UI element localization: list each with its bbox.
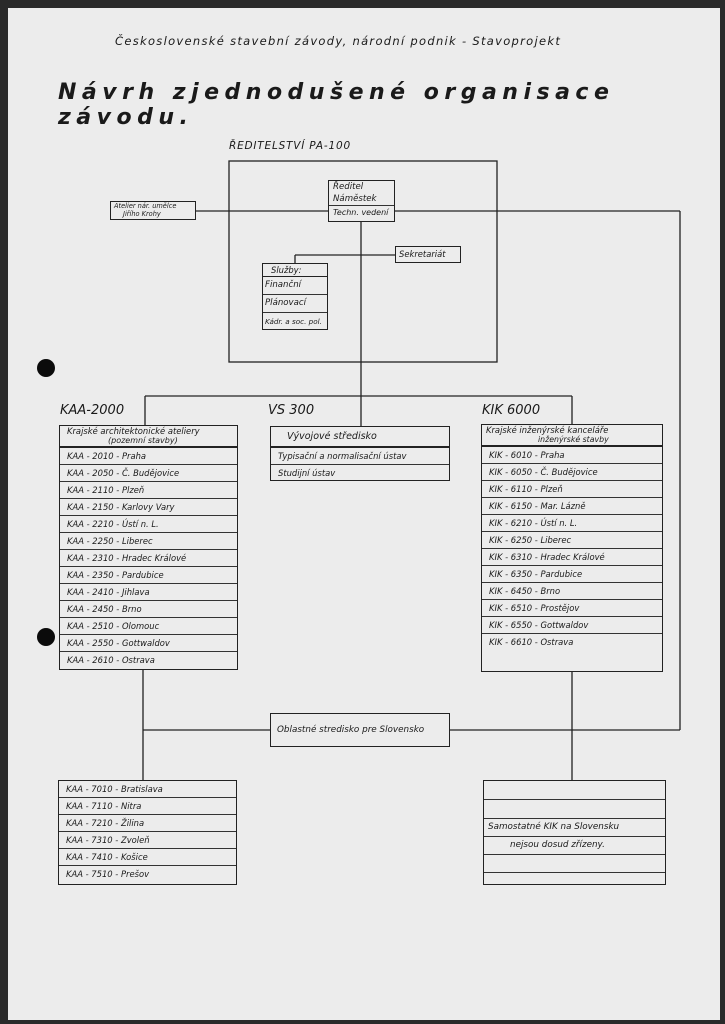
slovakia-kaa-office-item: KAA - 7210 - Žilina [59,815,236,832]
services-header: Služby: [263,264,327,277]
kaa-office-item: KAA - 2510 - Olomouc [60,618,237,635]
kaa-code: KAA-2000 [60,403,125,418]
vs-item-study: Studijní ústav [278,468,336,478]
service-personnel: Kádr. a soc. pol. [265,317,322,326]
kaa-office-item: KAA - 2610 - Ostrava [67,655,155,665]
kik-office-item: KIK - 6450 - Brno [482,583,662,600]
slovakia-kaa-office-item: KAA - 7310 - Zvoleň [59,832,236,849]
kik-office-item: KIK - 6110 - Plzeň [482,481,662,498]
slovakia-kaa-office-item: KAA - 7410 - Košice [59,849,236,866]
kaa-office-item: KAA - 2550 - Gottwaldov [60,635,237,652]
kaa-header-box [59,425,238,447]
company-line: Československé stavební závody, národní podnik - Stavoprojekt [115,34,562,48]
director-line: Ředitel [333,182,364,192]
kik-office-item: KIK - 6610 - Ostrava [489,637,574,647]
atelier-line-2: Jiřího Krohy [123,210,161,218]
vs-header-box [270,426,450,447]
sk-kik-empty-row [484,855,665,873]
punch-hole [37,359,55,377]
kik-office-item: KIK - 6250 - Liberec [482,532,662,549]
kik-office-item: KIK - 6050 - Č. Budějovice [482,464,662,481]
kaa-office-item: KAA - 2310 - Hradec Králové [60,550,237,567]
kaa-office-item: KAA - 2010 - Praha [60,448,237,465]
kik-header-line-2: inženýrské stavby [538,435,609,444]
kik-header-line-1: Krajské inženýrské kanceláře [486,425,609,435]
kaa-office-item: KAA - 2150 - Karlovy Vary [60,499,237,516]
kik-office-item: KIK - 6210 - Ústí n. L. [482,515,662,532]
secretariat-label: Sekretariát [399,249,446,259]
kik-list [481,446,663,672]
service-planning: Plánovací [263,295,327,313]
service-finance: Finanční [263,277,327,295]
vs-header: Vývojové středisko [287,431,377,442]
kaa-header-line-1: Krajské architektonické ateliery [67,426,200,436]
kik-office-item: KIK - 6550 - Gottwaldov [482,617,662,634]
slovakia-kaa-list [58,780,237,885]
services-box [262,263,328,330]
kaa-office-item: KAA - 2350 - Pardubice [60,567,237,584]
kik-office-item: KIK - 6150 - Mar. Lázně [482,498,662,515]
hq-label: ŘEDITELSTVÍ PA-100 [229,140,351,152]
slovakia-center-box [270,713,450,747]
kaa-list [59,447,238,670]
kik-office-item: KIK - 6510 - Prostějov [482,600,662,617]
kik-code: KIK 6000 [482,403,541,418]
kaa-office-item: KAA - 2050 - Č. Budějovice [60,465,237,482]
vs-list [270,447,450,481]
atelier-line-1: Atelier nár. umělce [114,202,177,210]
slovakia-kik-box [483,780,666,885]
tech-line: Techn. vedení [329,205,394,219]
vs-item-typisation: Typisační a normalisační ústav [271,448,449,465]
vs-code: VS 300 [268,403,315,418]
kaa-office-item: KAA - 2450 - Brno [60,601,237,618]
slovakia-kaa-office-item: KAA - 7110 - Nitra [59,798,236,815]
director-box [328,180,395,222]
kik-office-item: KIK - 6010 - Praha [482,447,662,464]
kik-header-box [481,424,663,446]
sk-kik-note-2: nejsou dosud zřízeny. [484,837,665,855]
atelier-box [110,201,196,220]
kaa-header-line-2: (pozemní stavby) [108,436,178,445]
kaa-office-item: KAA - 2410 - Jihlava [60,584,237,601]
kik-office-item: KIK - 6310 - Hradec Králové [482,549,662,566]
punch-hole [37,628,55,646]
kaa-office-item: KAA - 2250 - Liberec [60,533,237,550]
secretariat-box [395,246,461,263]
sk-kik-note-1: Samostatné KIK na Slovensku [484,819,665,837]
slovakia-center-label: Oblastné stredisko pre Slovensko [277,725,425,735]
sk-kik-empty-row [484,800,665,819]
sk-kik-empty-row [484,781,665,800]
slovakia-kaa-office-item: KAA - 7010 - Bratislava [59,781,236,798]
slovakia-kaa-office-item: KAA - 7510 - Prešov [66,869,150,879]
kik-office-item: KIK - 6350 - Pardubice [482,566,662,583]
kaa-office-item: KAA - 2210 - Ústí n. L. [60,516,237,533]
kaa-office-item: KAA - 2110 - Plzeň [60,482,237,499]
main-title: Návrh zjednodušené organisace závodu. [58,80,615,130]
deputy-line: Náměstek [333,194,377,204]
